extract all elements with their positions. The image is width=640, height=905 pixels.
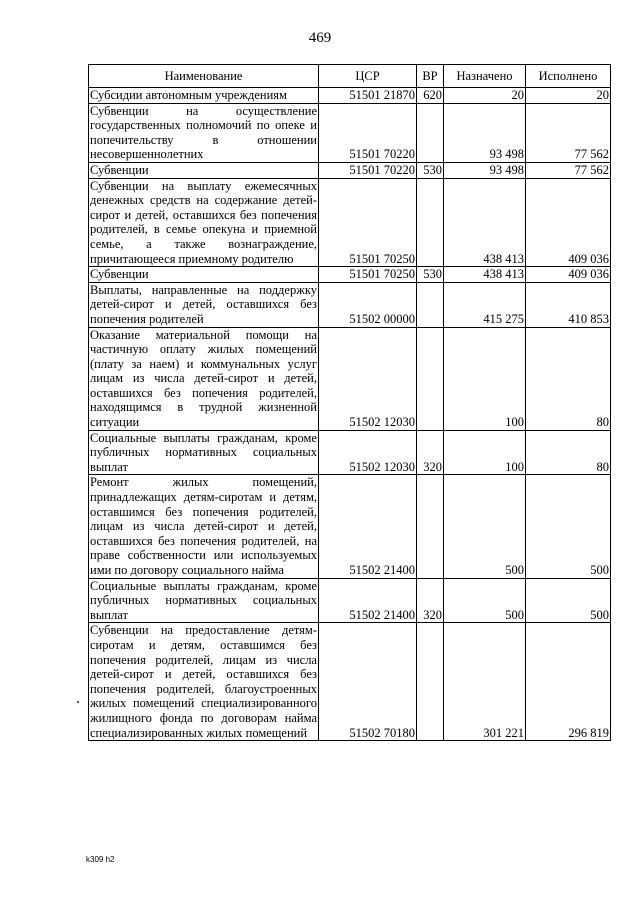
row-name: Субвенции	[89, 162, 319, 178]
row-name: Выплаты, направленные на поддержку детей-сирот и детей, оставшихся без попечения родителей	[90, 282, 317, 326]
row-vr: 620	[417, 88, 444, 104]
header-planned: Назначено	[444, 65, 526, 88]
row-name: Ремонт жилых помещений, принадлежащих детям-сиротам и детям, оставшимся без попечения родителей, лицам из числа детей-сирот и детей, оставшихся без попечения родителей, на праве собственности или используемых ими по договору социального найма	[90, 475, 317, 577]
row-planned: 93 498	[444, 103, 526, 162]
row-vr: 530	[417, 267, 444, 283]
row-name: Субвенции	[89, 267, 319, 283]
row-executed: 409 036	[526, 178, 611, 267]
row-vr: 530	[417, 162, 444, 178]
row-vr	[417, 103, 444, 162]
row-csr: 51502 12030	[319, 430, 417, 475]
row-vr	[417, 623, 444, 741]
row-planned: 20	[444, 88, 526, 104]
row-name: Субсидии автономным учреждениям	[89, 88, 319, 104]
row-name: Социальные выплаты гражданам, кроме публичных нормативных социальных выплат	[90, 430, 317, 474]
row-vr	[417, 282, 444, 327]
row-executed: 77 562	[526, 103, 611, 162]
header-name: Наименование	[89, 65, 319, 88]
row-csr: 51501 21870	[319, 88, 417, 104]
row-name: Социальные выплаты гражданам, кроме публичных нормативных социальных выплат	[90, 578, 317, 622]
row-executed: 20	[526, 88, 611, 104]
table-header	[89, 65, 611, 88]
row-csr: 51501 70250	[319, 267, 417, 283]
page-number: 469	[308, 30, 332, 46]
row-planned: 100	[444, 327, 526, 430]
row-name: Субвенции на выплату ежемесячных денежных средств на содержание детей-сирот и детей, оставшихся без попечения родителей, в семье опекуна и приемной семье, а также вознаграждение, причитающееся приемному родителю	[90, 178, 317, 266]
table-row	[89, 103, 611, 162]
row-executed: 409 036	[526, 267, 611, 283]
row-executed: 77 562	[526, 162, 611, 178]
row-planned: 438 413	[444, 178, 526, 267]
table-body	[89, 88, 611, 741]
row-planned: 301 221	[444, 623, 526, 741]
row-planned: 415 275	[444, 282, 526, 327]
row-vr	[417, 178, 444, 267]
row-vr: 320	[417, 430, 444, 475]
row-executed: 500	[526, 578, 611, 623]
header-executed: Исполнено	[526, 65, 611, 88]
row-vr	[417, 327, 444, 430]
row-csr: 51502 21400	[319, 475, 417, 578]
row-csr: 51502 00000	[319, 282, 417, 327]
row-csr: 51502 12030	[319, 327, 417, 430]
table-row	[89, 475, 611, 578]
table-row	[89, 282, 611, 327]
scan-speck	[77, 701, 79, 703]
table-row	[89, 267, 611, 283]
row-csr: 51501 70220	[319, 103, 417, 162]
table-row	[89, 430, 611, 475]
row-executed: 80	[526, 430, 611, 475]
table-row	[89, 578, 611, 623]
row-csr: 51501 70220	[319, 162, 417, 178]
row-planned: 100	[444, 430, 526, 475]
table-row	[89, 178, 611, 267]
row-planned: 500	[444, 578, 526, 623]
row-executed: 410 853	[526, 282, 611, 327]
row-executed: 500	[526, 475, 611, 578]
row-planned: 438 413	[444, 267, 526, 283]
footer-code: k309 h2	[86, 855, 115, 864]
row-executed: 296 819	[526, 623, 611, 741]
row-csr: 51502 70180	[319, 623, 417, 741]
row-executed: 80	[526, 327, 611, 430]
header-vr: ВР	[417, 65, 444, 88]
row-name: Субвенции на осуществление государственных полномочий по опеке и попечительству в отношении несовершеннолетних	[90, 103, 317, 162]
row-vr: 320	[417, 578, 444, 623]
table-row	[89, 88, 611, 104]
table-row	[89, 162, 611, 178]
row-name: Оказание материальной помощи на частичную оплату жилых помещений (плату за наем) и коммунальных услуг лицам из числа детей-сирот и детей, оставшихся без попечения родителей, находящимся в трудной жизненной ситуации	[90, 327, 317, 430]
row-csr: 51501 70250	[319, 178, 417, 267]
header-csr: ЦСР	[319, 65, 417, 88]
row-planned: 500	[444, 475, 526, 578]
table-row	[89, 327, 611, 430]
row-vr	[417, 475, 444, 578]
row-name: Субвенции на предоставление детям-сиротам и детям, оставшимся без попечения родителей, лицам из числа детей-сирот и детей, оставшихся без попечения родителей, благоустроенных жилых помещений специализированного жилищного фонда по договорам найма специализированных жилых помещений	[90, 623, 317, 740]
row-csr: 51502 21400	[319, 578, 417, 623]
table-row	[89, 623, 611, 741]
row-planned: 93 498	[444, 162, 526, 178]
budget-table	[88, 64, 611, 741]
